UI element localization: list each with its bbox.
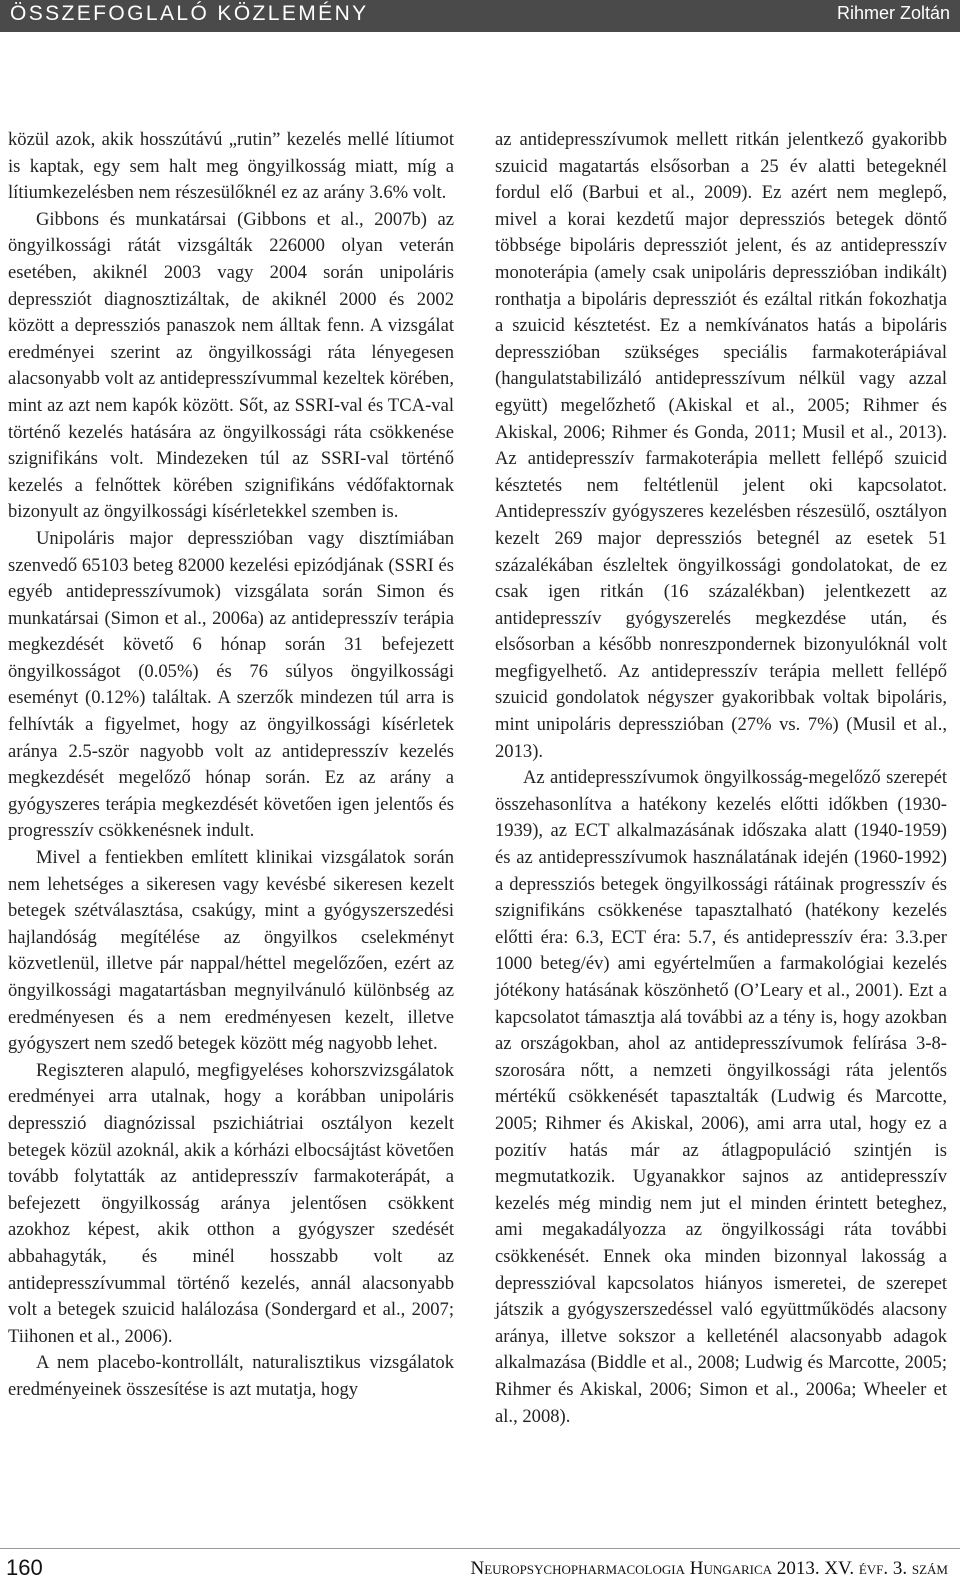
header-bar <box>0 0 960 32</box>
author-name: Rihmer Zoltán <box>836 3 950 23</box>
paragraph: Gibbons és munkatársai (Gibbons et al., 2007b) az öngyilkossági rátát vizsgálták 226000 olyan veterán esetében, akiknél 2003 vagy 2004 során unipoláris depressziót diagnosztizáltak, de akiknél 2000 és 2002 között a depressziós panaszok nem álltak fenn. A vizsgálat eredményei szerint az öngyilkossági ráta lényegesen alacsonyabb volt az antidepresszívummal kezeltek körében, mint az azt nem kapók között. Sőt, az SSRI-val és TCA-val történő kezelés hatására az öngyilkossági ráta csökkenése szignifikáns volt. Mindezeken túl az SSRI-val történő kezelés a felnőttek körében szignifikáns védőfaktornak bizonyult az öngyilkossági kísérletekkel szemben is. <box>8 208 454 523</box>
paragraph: az antidepresszívumok mellett ritkán jelentkező gyakoribb szuicid magatartás elsősorban a 25 év alatti betegeknél fordul elő (Barbui et al., 2009). Ez azért nem meglepő, mivel a korai kezdetű major depressziós betegek döntő többsége bipoláris depressziót jelent, és az antidepresszív monoterápia (amely csak unipoláris depresszióban indikált) ronthatja a bipoláris depressziót és ezáltal ritkán fokozhatja a szuicid késztetést. Ez a nemkívánatos hatás a bipoláris depresszióban szükséges speciális farmakoterápiával (hangulatstabilizáló antidepresszívum nélkül vagy azzal együtt) megelőzhető (Akiskal et al., 2005; Rihmer és Akiskal, 2006; Rihmer és Gonda, 2011; Musil et al., 2013). Az antidepresszív farmakoterápia mellett fellépő szuicid késztetés nem feltétlenül jelent oki kapcsolatot. Antidepresszív gyógyszeres kezelésben részesülő, osztályon kezelt 269 major depressziós betegnél az esetek 51 százalékában észleltek öngyilkossági gondolatokat, de ez csak igen ritkán (16 százalékban) jelentkezett az antidepresszív gyógyszerelés megkezdése után, és elsősorban a később nonreszpondernek bizonyulóknál volt megfigyelhető. Az antidepresszív terápia mellett fellépő szuicid gondolatok négyszer gyakoribbak voltak bipoláris, mint unipoláris depresszióban (27% vs. 7%) (Musil et al., 2013). <box>495 129 947 762</box>
paragraph: Regiszteren alapuló, megfigyeléses kohorszvizsgálatok eredményei arra utalnak, hogy a korábban unipoláris depresszió diagnózissal pszichiátriai osztályon kezelt betegek közül azoknál, akik a kórházi elbocsájtást követően tovább folytatták az antidepresszív farmakoterápát, a befejezett öngyilkosság aránya jelentősen csökkent azokhoz képest, akik otthon a gyógyszer szedését abbahagyták, és minél hosszabb volt az antidepresszívummal történő kezelés, annál alacsonyabb volt a betegek szuicid halálozása (Sondergard et al., 2007; Tiihonen et al., 2006). <box>8 1059 454 1347</box>
paragraph: közül azok, akik hosszútávú „rutin” kezelés mellé lítiumot is kaptak, egy sem halt meg öngyilkosság miatt, míg a lítiumkezelésben nem részesülőknél ez az arány 3.6% volt. <box>8 129 454 204</box>
left-column <box>8 127 454 1404</box>
paragraph: Unipoláris major depresszióban vagy disztímiában szenvedő 65103 beteg 82000 kezelési epizódjának (SSRI és egyéb antidepresszívumok) vizsgálata során Simon és munkatársai (Simon et al., 2006a) az antidepresszív terápia megkezdését követő 6 hónap során 31 befejezett öngyilkosságot (0.05%) és 76 súlyos öngyilkossági eseményt (0.12%) találtak. A szerzők mindezen túl arra is felhívták a figyelmet, hogy az öngyilkossági kísérletek aránya 2.5-ször nagyobb volt az antidepresszív kezelés megkezdését megelőző hónap során. Ez az arány a gyógyszeres terápia megkezdését követően igen jelentős és progresszív csökkenésnek indult. <box>8 527 454 842</box>
section-title: ÖSSZEFOGLALÓ KÖZLEMÉNY <box>10 2 369 25</box>
page-number: 160 <box>6 1555 43 1580</box>
paragraph: Az antidepresszívumok öngyilkosság-megelőző szerepét összehasonlítva a hatékony kezelés előtti időkben (1930-1939), az ECT alkalmazásának időszaka alatt (1940-1959) és az antidepresszívumok használatának idején (1960-1992) a depressziós betegek öngyilkossági rátáinak progresszív és szignifikáns csökkenése tapasztalható (hatékony kezelés előtti éra: 6.3, ECT éra: 5.7, és antidepresszív éra: 3.3.per 1000 beteg/év) ami egyértelműen a farmakológiai kezelés jótékony hatásának köszönhető (O’Leary et al., 2001). Ezt a kapcsolatot támasztja alá további az a tény is, hogy azokban az országokban, ahol az antidepresszívumok felírása 3-8-szorosára nőtt, a nemzeti öngyilkossági ráta jelentős mértékű csökkenését tapasztalták (Ludwig és Marcotte, 2005; Rihmer és Akiskal, 2006), ami arra utal, hogy ez a pozitív hatás már az átlagpopuláció szintjén is megmutatkozik. Ugyanakkor sajnos az antidepresszív kezelés még mindig nem jut el minden érintett beteghez, ami megakadályozza az öngyilkossági ráta további csökkenését. Ennek oka minden bizonnyal lakosság a depresszióval kapcsolatos hiányos ismeretei, de szerepet játszik a gyógyszerszedéssel való együttműködés alacsony aránya, illetve sokszor a kelleténél alacsonyabb adagok alkalmazása (Biddle et al., 2008; Ludwig és Marcotte, 2005; Rihmer és Akiskal, 2006; Simon et al., 2006a; Wheeler et al., 2008). <box>495 767 947 1427</box>
journal-info: Neuropsychopharmacologia Hungarica 2013. XV. évf. 3. szám <box>470 1558 948 1579</box>
footer-divider <box>0 1548 960 1549</box>
right-column <box>495 127 947 1430</box>
paragraph: A nem placebo-kontrollált, naturalisztikus vizsgálatok eredményeinek összesítése is azt mutatja, hogy <box>8 1352 454 1400</box>
paragraph: Mivel a fentiekben említett klinikai vizsgálatok során nem lehetséges a sikeresen vagy kevésbé sikeresen kezelt betegek szétválasztása, csakúgy, mint a gyógyszerszedési hajlandóság megítélése az öngyilkos cselekményt közvetlenül, illetve pár nappal/héttel megelőzően, ezért az öngyilkossági magatartásban megnyilvánuló különbség az eredményesen és a nem eredményesen kezelt, illetve gyógyszert nem szedő betegek között még nagyobb lehet. <box>8 847 454 1055</box>
